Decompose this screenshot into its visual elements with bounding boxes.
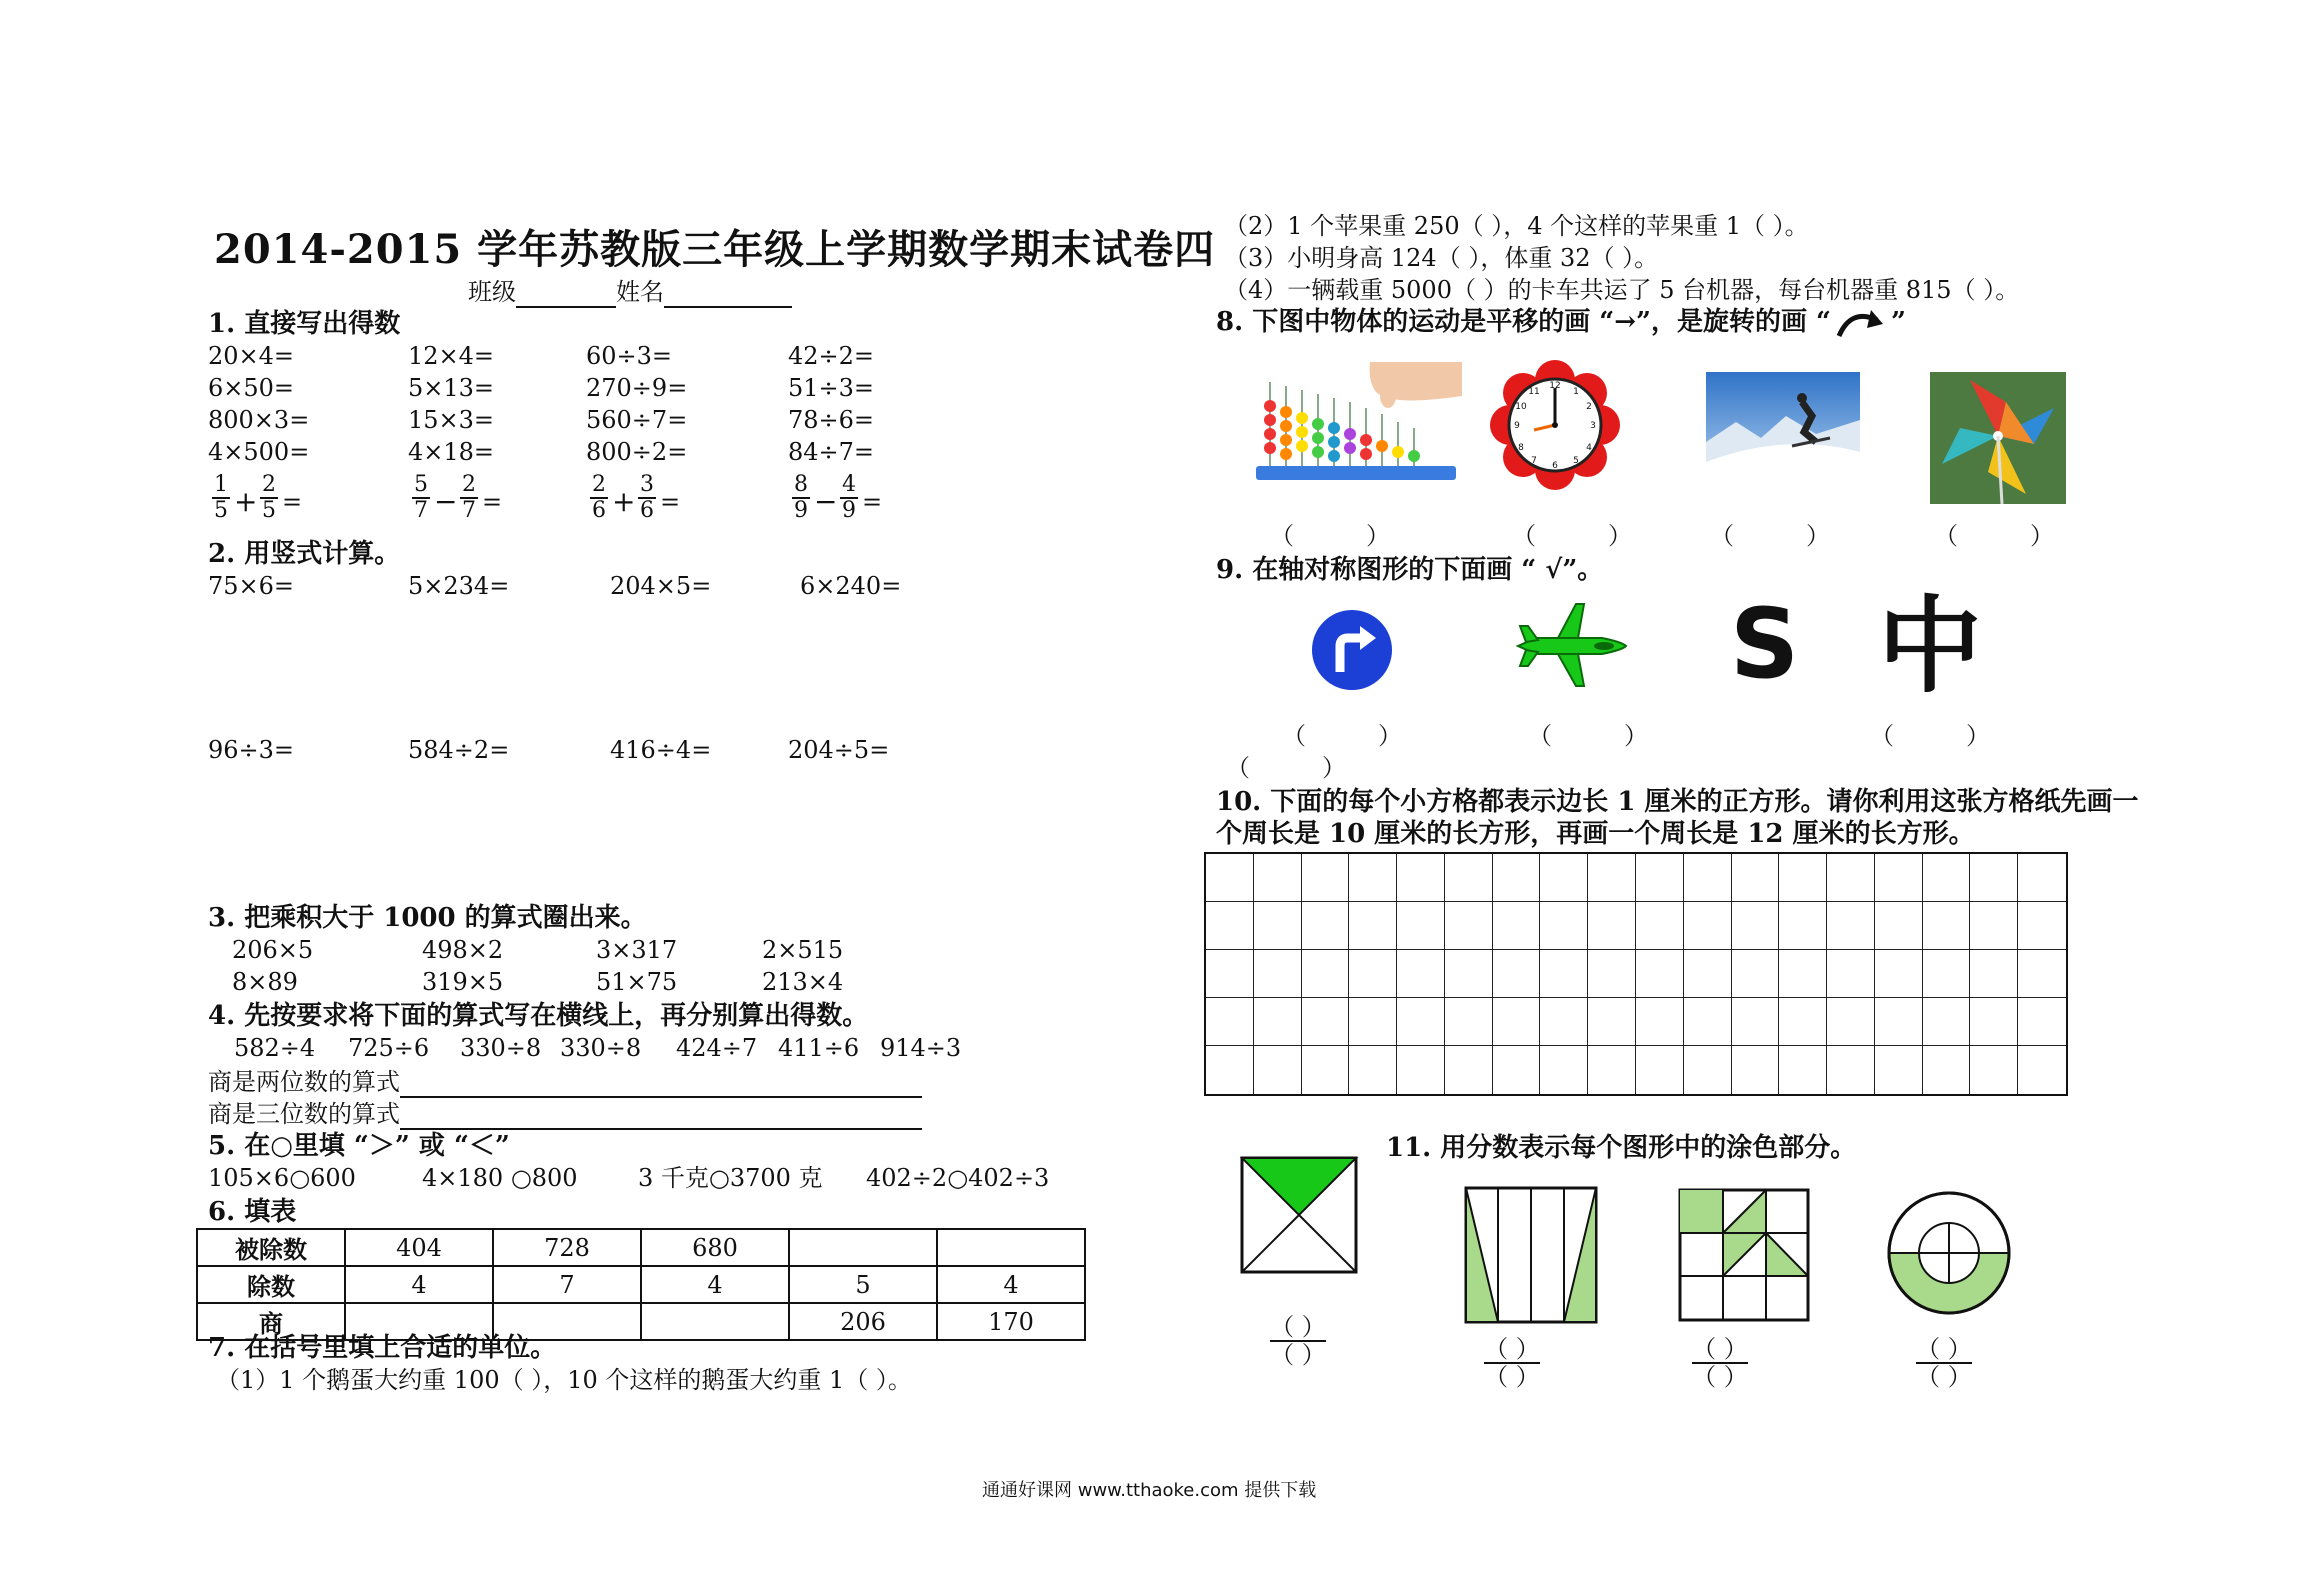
grid-cell[interactable]	[1254, 950, 1302, 998]
grid-cell[interactable]	[2018, 998, 2066, 1046]
operator: +	[612, 485, 636, 518]
grid-cell[interactable]	[1445, 1046, 1493, 1094]
denominator: 9	[842, 498, 856, 523]
grid-cell[interactable]	[2018, 854, 2066, 902]
q4-line-two-digit	[208, 1066, 922, 1098]
q4-line1-blank[interactable]	[400, 1072, 922, 1098]
grid-cell[interactable]	[1779, 1046, 1827, 1094]
grid-cell[interactable]	[1684, 1046, 1732, 1094]
q11-shape-grid-squares	[1678, 1188, 1810, 1322]
grid-cell[interactable]	[1349, 950, 1397, 998]
grid-cell[interactable]	[1684, 854, 1732, 902]
fraction	[590, 474, 608, 522]
grid-cell[interactable]	[1732, 854, 1780, 902]
q7-item-1: （1）1 个鹅蛋大约重 100（ ），10 个这样的鹅蛋大约重 1（ ）。	[216, 1366, 912, 1394]
pinwheel-image	[1930, 372, 2066, 504]
grid-cell[interactable]	[1540, 1046, 1588, 1094]
svg-text:7: 7	[1531, 456, 1537, 466]
grid-cell[interactable]	[1636, 950, 1684, 998]
grid-cell[interactable]	[1445, 854, 1493, 902]
grid-cell[interactable]	[1732, 950, 1780, 998]
operator: −	[434, 485, 458, 518]
table-row	[197, 1229, 1085, 1266]
grid-cell[interactable]	[1397, 950, 1445, 998]
grid-cell[interactable]	[1445, 998, 1493, 1046]
q1-expression: 4×18=	[408, 438, 495, 466]
grid-cell[interactable]	[1206, 998, 1254, 1046]
grid-cell[interactable]	[1732, 1046, 1780, 1094]
q1-expression: 5×13=	[408, 374, 495, 402]
grid-cell[interactable]	[1206, 854, 1254, 902]
grid-cell[interactable]	[1923, 998, 1971, 1046]
q11-denominator-1: （ ）	[1270, 1341, 1326, 1369]
fraction	[412, 474, 430, 522]
grid-cell[interactable]	[1397, 902, 1445, 950]
equals-sign: =	[862, 488, 883, 516]
equals-sign: =	[660, 488, 681, 516]
grid-cell[interactable]	[1206, 1046, 1254, 1094]
grid-cell[interactable]	[1636, 1046, 1684, 1094]
grid-cell[interactable]	[1684, 950, 1732, 998]
svg-text:6: 6	[1552, 461, 1558, 471]
svg-text:4: 4	[1586, 443, 1592, 453]
q4-heading: 4. 先按要求将下面的算式写在横线上，再分别算出得数。	[208, 1001, 869, 1031]
table-cell: 5	[789, 1266, 937, 1303]
grid-cell[interactable]	[1349, 902, 1397, 950]
q2-heading: 2. 用竖式计算。	[208, 539, 401, 569]
grid-cell[interactable]	[1588, 902, 1636, 950]
q7-item-2: （2）1 个苹果重 250（ ），4 个这样的苹果重 1（ ）。	[1224, 212, 1809, 240]
table-row	[197, 1266, 1085, 1303]
grid-cell[interactable]	[1684, 998, 1732, 1046]
page-title: 2014-2015 学年苏教版三年级上学期数学期末试卷四	[214, 226, 1216, 273]
q11-answer-1[interactable]	[1270, 1314, 1326, 1368]
operator: −	[814, 485, 838, 518]
svg-text:10: 10	[1515, 402, 1527, 412]
grid-cell[interactable]	[1970, 1046, 2018, 1094]
q2-expression: 6×240=	[800, 572, 902, 600]
table-cell: 404	[345, 1229, 493, 1266]
q3-expression[interactable]: 206×5	[232, 936, 314, 964]
letter-s: S	[1730, 588, 1800, 700]
grid-cell[interactable]	[2018, 1046, 2066, 1094]
q8-blank-1[interactable]: （ ）	[1270, 522, 1390, 550]
q3-expression[interactable]: 319×5	[422, 968, 504, 996]
grid-cell[interactable]	[1923, 1046, 1971, 1094]
q4-line2-label: 商是三位数的算式	[208, 1100, 400, 1128]
q7-item-3: （3）小明身高 124（ ），体重 32（ ）。	[1224, 244, 1659, 272]
q5-heading: 5. 在○里填 “＞” 或 “＜”	[208, 1131, 510, 1161]
q2-expression: 96÷3=	[208, 736, 295, 764]
svg-text:2: 2	[1586, 402, 1592, 412]
q1-expression: 51÷3=	[788, 374, 875, 402]
svg-text:3: 3	[1590, 421, 1596, 431]
grid-cell[interactable]	[1493, 854, 1541, 902]
q4-line-three-digit	[208, 1098, 922, 1130]
fraction	[260, 474, 278, 522]
operator: +	[234, 485, 258, 518]
svg-text:1: 1	[1573, 387, 1579, 397]
q3-expression[interactable]: 213×4	[762, 968, 844, 996]
grid-cell[interactable]	[1540, 854, 1588, 902]
q5-comparison[interactable]: 3 千克○3700 克	[638, 1164, 823, 1192]
q2-expression: 204÷5=	[788, 736, 890, 764]
q1-expression: 60÷3=	[586, 342, 673, 370]
grid-cell[interactable]	[1540, 950, 1588, 998]
q11-numerator-4: （ ）	[1916, 1335, 1972, 1363]
grid-cell[interactable]	[1923, 902, 1971, 950]
q11-numerator-1: （ ）	[1270, 1313, 1326, 1341]
denominator: 5	[262, 498, 276, 523]
grid-cell[interactable]	[1875, 1046, 1923, 1094]
q8-heading-end: ”	[1890, 307, 1906, 337]
q8-blank-3[interactable]: （ ）	[1710, 522, 1830, 550]
q9-blank-3[interactable]: （ ）	[1870, 722, 1990, 750]
svg-text:12: 12	[1549, 381, 1561, 391]
footer-credit: 通通好课网 www.tthaoke.com 提供下载	[982, 1480, 1317, 1501]
numerator: 4	[842, 472, 856, 497]
grid-cell[interactable]	[1349, 1046, 1397, 1094]
jet-plane-icon	[1512, 600, 1630, 690]
q3-expression[interactable]: 498×2	[422, 936, 504, 964]
table-cell: 被除数	[197, 1229, 345, 1266]
q11-denominator-3: （ ）	[1692, 1363, 1748, 1391]
grid-cell[interactable]	[1636, 902, 1684, 950]
q4-expression: 424÷7	[676, 1034, 758, 1062]
grid-cell[interactable]	[1923, 854, 1971, 902]
q2-expression: 75×6=	[208, 572, 295, 600]
table-cell: 4	[345, 1266, 493, 1303]
q2-expression: 584÷2=	[408, 736, 510, 764]
q1-expression: 6×50=	[208, 374, 295, 402]
q6-table	[196, 1228, 1086, 1341]
q1-expression: 12×4=	[408, 342, 495, 370]
q11-answer-4[interactable]	[1916, 1336, 1972, 1390]
q9-blank-2[interactable]: （ ）	[1528, 722, 1648, 750]
grid-cell[interactable]	[1827, 950, 1875, 998]
q1-expression: 84÷7=	[788, 438, 875, 466]
q8-blank-4[interactable]: （ ）	[1934, 522, 2054, 550]
numerator: 1	[214, 472, 228, 497]
grid-cell[interactable]	[1302, 902, 1350, 950]
q7-heading: 7. 在括号里填上合适的单位。	[208, 1333, 557, 1363]
grid-cell[interactable]	[1302, 854, 1350, 902]
grid-cell[interactable]	[1684, 902, 1732, 950]
q1-expression: 15×3=	[408, 406, 495, 434]
denominator: 7	[462, 498, 476, 523]
table-cell[interactable]	[789, 1229, 937, 1266]
svg-text:9: 9	[1514, 421, 1520, 431]
grid-cell[interactable]	[1732, 998, 1780, 1046]
q2-expression: 5×234=	[408, 572, 510, 600]
equals-sign: =	[482, 488, 503, 516]
denominator: 7	[414, 498, 428, 523]
q1-expression: 800×3=	[208, 406, 310, 434]
q11-numerator-2: （ ）	[1484, 1335, 1540, 1363]
grid-cell[interactable]	[1636, 854, 1684, 902]
grid-cell[interactable]	[1588, 950, 1636, 998]
grid-cell[interactable]	[1827, 1046, 1875, 1094]
q3-heading: 3. 把乘积大于 1000 的算式圈出来。	[208, 903, 647, 933]
grid-cell[interactable]	[1493, 998, 1541, 1046]
clock-image	[1490, 360, 1620, 490]
q4-expression: 582÷4	[234, 1034, 316, 1062]
q11-heading: 11. 用分数表示每个图形中的涂色部分。	[1386, 1133, 1857, 1163]
grid-cell[interactable]	[1206, 950, 1254, 998]
grid-cell[interactable]	[1923, 950, 1971, 998]
grid-cell[interactable]	[1493, 902, 1541, 950]
q4-expression: 725÷6	[348, 1034, 430, 1062]
q8-blank-2[interactable]: （ ）	[1512, 522, 1632, 550]
table-cell: 7	[493, 1266, 641, 1303]
grid-cell[interactable]	[1827, 854, 1875, 902]
rotate-arrow-icon	[1831, 306, 1891, 340]
numerator: 8	[794, 472, 808, 497]
fraction	[212, 474, 230, 522]
numerator: 5	[414, 472, 428, 497]
q11-answer-2[interactable]	[1484, 1336, 1540, 1390]
numerator: 2	[262, 472, 276, 497]
q3-expression[interactable]: 3×317	[596, 936, 678, 964]
skier-image	[1706, 372, 1860, 488]
grid-cell[interactable]	[1779, 998, 1827, 1046]
abacus-image	[1250, 362, 1462, 486]
grid-cell[interactable]	[1970, 902, 2018, 950]
q1-expression: 42÷2=	[788, 342, 875, 370]
grid-cell[interactable]	[1970, 998, 2018, 1046]
grid-cell[interactable]	[1779, 902, 1827, 950]
q6-heading: 6. 填表	[208, 1197, 297, 1227]
table-cell: 商	[197, 1303, 345, 1340]
grid-cell[interactable]	[1349, 998, 1397, 1046]
q5-comparison[interactable]: 402÷2○402÷3	[866, 1164, 1050, 1192]
fraction	[792, 474, 810, 522]
q1-expression: 20×4=	[208, 342, 295, 370]
table-cell: 728	[493, 1229, 641, 1266]
grid-cell[interactable]	[1970, 950, 2018, 998]
table-cell: 206	[789, 1303, 937, 1340]
table-cell: 除数	[197, 1266, 345, 1303]
grid-cell[interactable]	[1445, 902, 1493, 950]
grid-cell[interactable]	[1254, 854, 1302, 902]
turn-right-sign-icon	[1306, 604, 1398, 696]
grid-cell[interactable]	[1540, 998, 1588, 1046]
grid-cell[interactable]	[1588, 854, 1636, 902]
q8-heading-text: 8. 下图中物体的运动是平移的画 “→”，是旋转的画 “	[1216, 307, 1831, 337]
hanzi-zhong: 中	[1878, 585, 1983, 707]
grid-cell[interactable]	[1493, 950, 1541, 998]
denominator: 6	[640, 498, 654, 523]
q10-square-grid[interactable]	[1204, 852, 2068, 1096]
grid-cell[interactable]	[1397, 1046, 1445, 1094]
grid-cell[interactable]	[1636, 998, 1684, 1046]
table-cell: 680	[641, 1229, 789, 1266]
q11-denominator-4: （ ）	[1916, 1363, 1972, 1391]
denominator: 5	[214, 498, 228, 523]
q11-numerator-3: （ ）	[1692, 1335, 1748, 1363]
svg-text:8: 8	[1518, 443, 1524, 453]
grid-cell[interactable]	[1827, 998, 1875, 1046]
denominator: 6	[592, 498, 606, 523]
grid-cell[interactable]	[1875, 902, 1923, 950]
grid-cell[interactable]	[1875, 950, 1923, 998]
grid-cell[interactable]	[2018, 950, 2066, 998]
denominator: 9	[794, 498, 808, 523]
q3-expression[interactable]: 8×89	[232, 968, 298, 996]
grid-cell[interactable]	[1732, 902, 1780, 950]
q11-denominator-2: （ ）	[1484, 1363, 1540, 1391]
grid-cell[interactable]	[1827, 902, 1875, 950]
grid-cell[interactable]	[1302, 1046, 1350, 1094]
grid-cell[interactable]	[1779, 950, 1827, 998]
q11-shape-rect-strips	[1464, 1186, 1598, 1324]
grid-cell[interactable]	[1302, 998, 1350, 1046]
grid-cell[interactable]	[1397, 854, 1445, 902]
grid-cell[interactable]	[1588, 1046, 1636, 1094]
q10-line-2: 个周长是 10 厘米的长方形，再画一个周长是 12 厘米的长方形。	[1216, 819, 1975, 849]
q2-expression: 204×5=	[610, 572, 712, 600]
q1-expression: 270÷9=	[586, 374, 688, 402]
q5-comparison[interactable]: 105×6○600	[208, 1164, 356, 1192]
q4-line2-blank[interactable]	[400, 1104, 922, 1130]
q4-expression: 330÷8	[460, 1034, 542, 1062]
fraction	[638, 474, 656, 522]
name-label: 姓名	[616, 278, 664, 306]
class-blank[interactable]	[516, 282, 616, 308]
svg-text:11: 11	[1528, 387, 1540, 397]
name-blank[interactable]	[664, 282, 792, 308]
grid-cell[interactable]	[1875, 998, 1923, 1046]
table-cell: 170	[937, 1303, 1085, 1340]
q7-item-4: （4）一辆载重 5000（ ）的卡车共运了 5 台机器，每台机器重 815（ ）。	[1224, 276, 2020, 304]
numerator: 2	[592, 472, 606, 497]
student-info-line	[468, 276, 792, 308]
numerator: 3	[640, 472, 654, 497]
q9-blank-4[interactable]: （ ）	[1226, 754, 1346, 782]
table-cell[interactable]	[641, 1303, 789, 1340]
grid-cell[interactable]	[1254, 998, 1302, 1046]
grid-cell[interactable]	[1493, 1046, 1541, 1094]
grid-cell[interactable]	[1397, 998, 1445, 1046]
grid-cell[interactable]	[1540, 902, 1588, 950]
q2-expression: 416÷4=	[610, 736, 712, 764]
q5-comparison[interactable]: 4×180 ○800	[422, 1164, 578, 1192]
q1-expression: 560÷7=	[586, 406, 688, 434]
grid-cell[interactable]	[1302, 950, 1350, 998]
q3-expression[interactable]: 2×515	[762, 936, 844, 964]
q10-line-1: 10. 下面的每个小方格都表示边长 1 厘米的正方形。请你利用这张方格纸先画一	[1216, 787, 2139, 817]
q1-expression: 78÷6=	[788, 406, 875, 434]
table-cell: 4	[937, 1266, 1085, 1303]
table-cell[interactable]	[937, 1229, 1085, 1266]
q11-shape-ring	[1886, 1190, 2012, 1316]
fraction	[460, 474, 478, 522]
class-label: 班级	[468, 278, 516, 306]
grid-cell[interactable]	[1970, 854, 2018, 902]
q1-expression: 800÷2=	[586, 438, 688, 466]
grid-cell[interactable]	[1875, 854, 1923, 902]
q4-expression: 914÷3	[880, 1034, 962, 1062]
svg-text:5: 5	[1573, 456, 1579, 466]
numerator: 2	[462, 472, 476, 497]
grid-cell[interactable]	[1254, 902, 1302, 950]
q9-blank-1[interactable]: （ ）	[1282, 722, 1402, 750]
grid-cell[interactable]	[1349, 854, 1397, 902]
grid-cell[interactable]	[1779, 854, 1827, 902]
q11-answer-3[interactable]	[1692, 1336, 1748, 1390]
grid-cell[interactable]	[2018, 902, 2066, 950]
q4-expression: 330÷8	[560, 1034, 642, 1062]
grid-cell[interactable]	[1588, 998, 1636, 1046]
equals-sign: =	[282, 488, 303, 516]
q1-expression: 4×500=	[208, 438, 310, 466]
q1-heading: 1. 直接写出得数	[208, 309, 401, 339]
q8-heading	[1216, 306, 1906, 340]
q9-heading: 9. 在轴对称图形的下面画 “ √”。	[1216, 555, 1604, 585]
table-cell: 4	[641, 1266, 789, 1303]
q11-shape-square-triangle	[1240, 1156, 1360, 1278]
grid-cell[interactable]	[1254, 1046, 1302, 1094]
q4-line1-label: 商是两位数的算式	[208, 1068, 400, 1096]
q4-expression: 411÷6	[778, 1034, 860, 1062]
grid-cell[interactable]	[1206, 902, 1254, 950]
grid-cell[interactable]	[1445, 950, 1493, 998]
q3-expression[interactable]: 51×75	[596, 968, 678, 996]
fraction	[840, 474, 858, 522]
